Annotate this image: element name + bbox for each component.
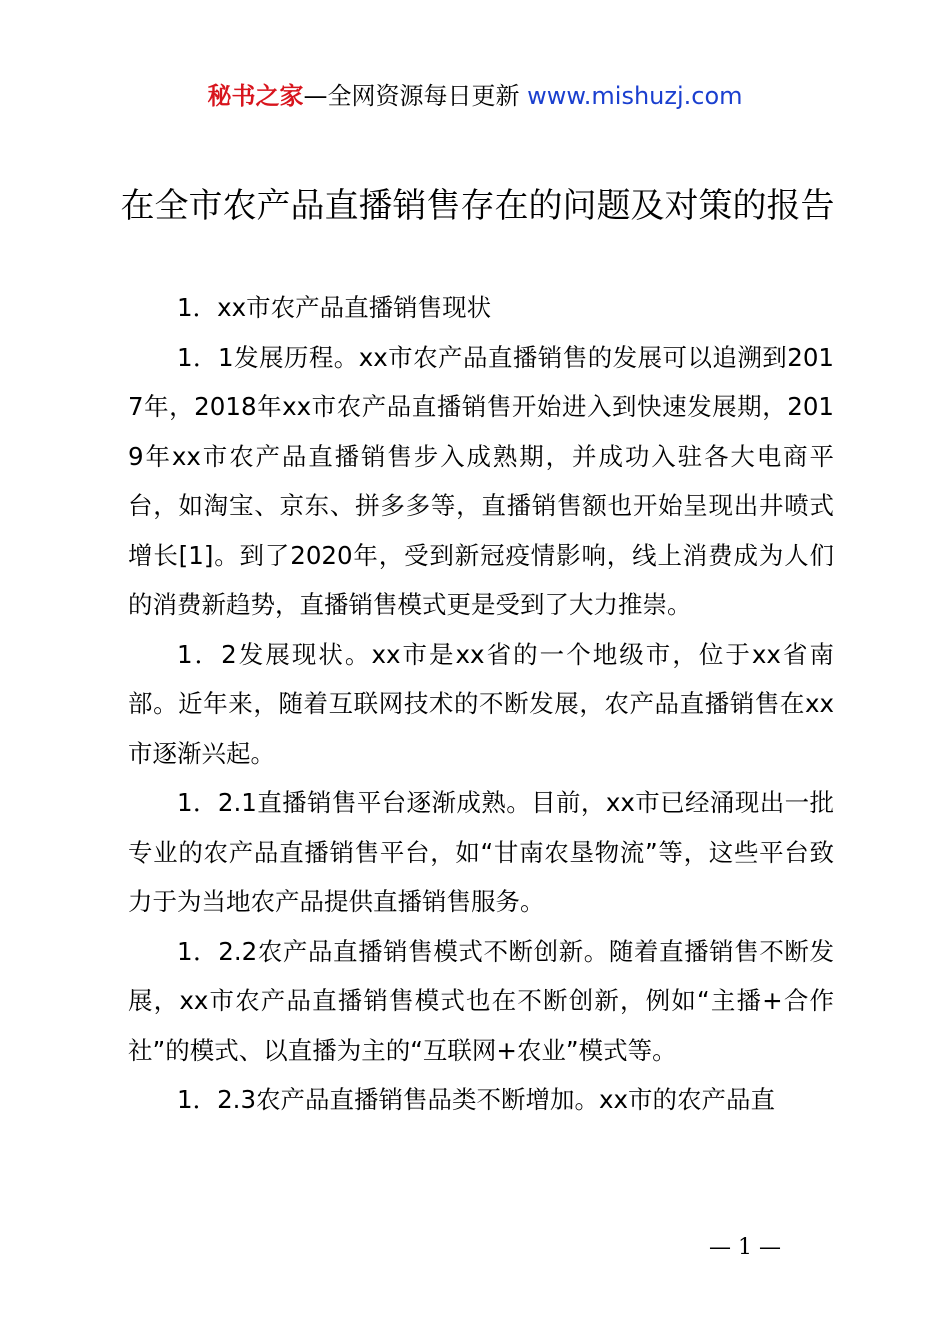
body-paragraph: 1．1发展历程。xx市农产品直播销售的发展可以追溯到2017年，2018年xx市农产品直播销售开始进入到快速发展期，2019年xx市农产品直播销售步入成熟期，并成功入驻各大电商平台，如淘宝、京东、拼多多等，直播销售额也开始呈现出井喷式增长[1]。到了2020年，受到新冠疫情影响，线上消费成为人们的消费新趋势，直播销售模式更是受到了大力推崇。 [128,342,834,619]
site-url-link[interactable]: www.mishuzj.com [527,82,743,110]
document-title: 在全市农产品直播销售存在的问题及对策的报告 [120,186,835,226]
section-heading: 1．xx市农产品直播销售现状 [177,293,492,322]
site-tagline: —全网资源每日更新 [303,82,520,110]
body-paragraph: 1．2.2农产品直播销售模式不断创新。随着直播销售不断发展，xx市农产品直播销售模式也在不断创新，例如“主播+合作社”的模式、以直播为主的“互联网+农业”模式等。 [128,936,834,1065]
body-paragraph: 1．2发展现状。xx市是xx省的一个地级市，位于xx省南部。近年来，随着互联网技术的不断发展，农产品直播销售在xx市逐渐兴起。 [128,639,834,768]
page-number: — 1 — [709,1235,781,1260]
body-paragraph: 1．2.3农产品直播销售品类不断增加。xx市的农产品直 [177,1085,776,1114]
site-header [0,78,950,114]
document-body [128,283,834,1125]
body-paragraph: 1．2.1直播销售平台逐渐成熟。目前，xx市已经涌现出一批专业的农产品直播销售平台，如“甘南农垦物流”等，这些平台致力于为当地农产品提供直播销售服务。 [128,788,834,916]
site-brand: 秘书之家 [207,82,304,110]
